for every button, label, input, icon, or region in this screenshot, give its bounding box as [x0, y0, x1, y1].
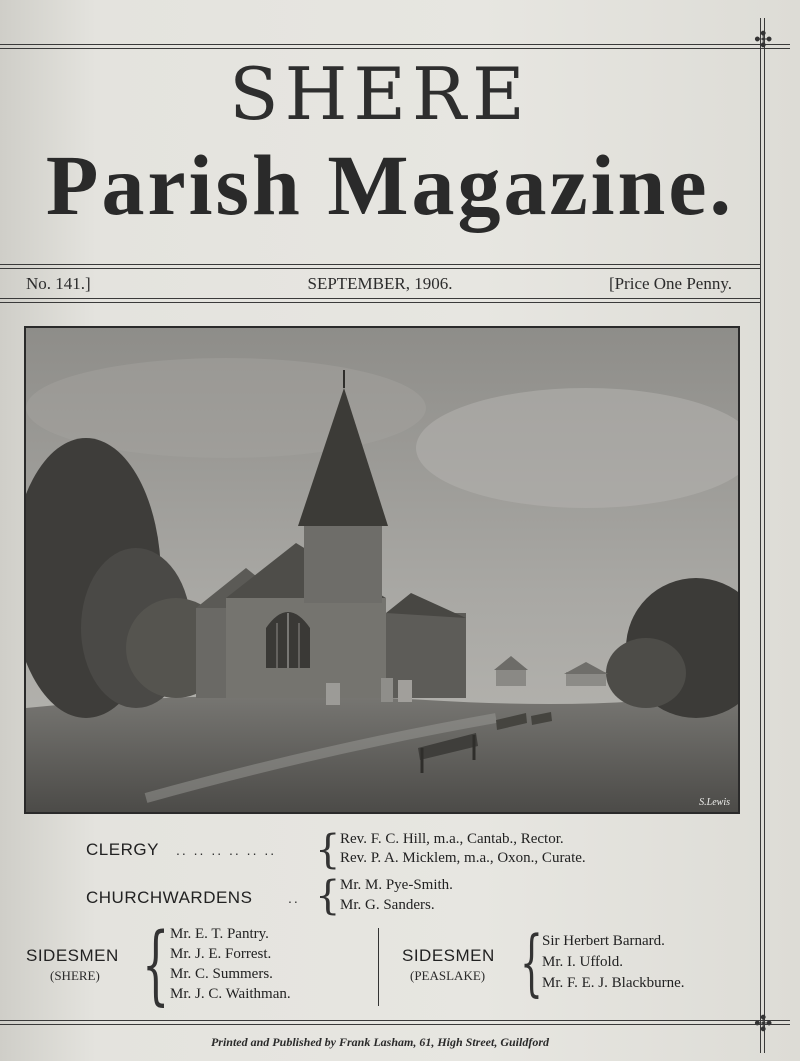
sidesman-peaslake-name-2: Mr. I. Uffold.: [542, 954, 623, 970]
sidesman-shere-name-1: Mr. E. T. Pantry.: [170, 926, 269, 942]
church-engraving-image: [26, 328, 738, 812]
sidesmen-shere-sublabel: (SHERE): [50, 968, 100, 983]
sidesman-shere-name-3: Mr. C. Summers.: [170, 966, 273, 982]
sidesman-peaslake-name-3: Mr. F. E. J. Blackburne.: [542, 975, 685, 991]
clergy-brace: {: [315, 827, 341, 873]
churchwarden-name-1: Mr. M. Pye-Smith.: [340, 877, 453, 893]
sidesmen-column-divider: [378, 928, 379, 1006]
issue-date: SEPTEMBER, 1906.: [307, 274, 453, 293]
churchwardens-leader-dots: ..: [288, 890, 300, 906]
top-border-rule: [0, 44, 790, 49]
sidesmen-peaslake-sublabel: (PEASLAKE): [410, 968, 486, 983]
clergy-label: CLERGY: [86, 840, 159, 859]
sidesmen-shere-brace: {: [142, 915, 170, 1015]
churchwarden-name-2: Mr. G. Sanders.: [340, 897, 435, 913]
clergy-leader-dots: .. .. .. .. .. ..: [176, 842, 277, 858]
issue-price: [Price One Penny.: [608, 274, 732, 293]
masthead-subtitle: Parish Magazine.: [45, 137, 735, 233]
issue-bar-bottom-rule: [0, 298, 760, 303]
issue-bar-top-rule: [0, 264, 760, 269]
churchwardens-brace: {: [315, 873, 341, 919]
footer-rule: [0, 1020, 790, 1025]
sidesman-peaslake-name-1: Sir Herbert Barnard.: [542, 933, 665, 949]
imprint-line: Printed and Published by Frank Lasham, 61, High Street, Guildford: [210, 1035, 550, 1049]
right-border-rule: [760, 18, 765, 1053]
sidesmen-peaslake-label: SIDESMEN: [402, 946, 495, 965]
sidesmen-peaslake-brace: {: [520, 920, 543, 1004]
churchwardens-label: CHURCHWARDENS: [86, 888, 253, 907]
corner-ornament-bottom: ✣: [754, 1012, 773, 1037]
issue-number: No. 141.]: [26, 274, 91, 293]
masthead-title: SHERE: [229, 52, 531, 136]
sidesman-shere-name-4: Mr. J. C. Waithman.: [170, 986, 291, 1002]
sidesmen-shere-label: SIDESMEN: [26, 946, 119, 965]
engraver-signature: S.Lewis: [699, 797, 730, 808]
church-engraving: [24, 326, 740, 814]
sidesman-shere-name-2: Mr. J. E. Forrest.: [170, 946, 272, 962]
clergy-name-2: Rev. P. A. Micklem, m.a., Oxon., Curate.: [340, 850, 586, 866]
clergy-name-1: Rev. F. C. Hill, m.a., Cantab., Rector.: [340, 831, 564, 847]
corner-ornament-top: ✣: [754, 28, 773, 53]
